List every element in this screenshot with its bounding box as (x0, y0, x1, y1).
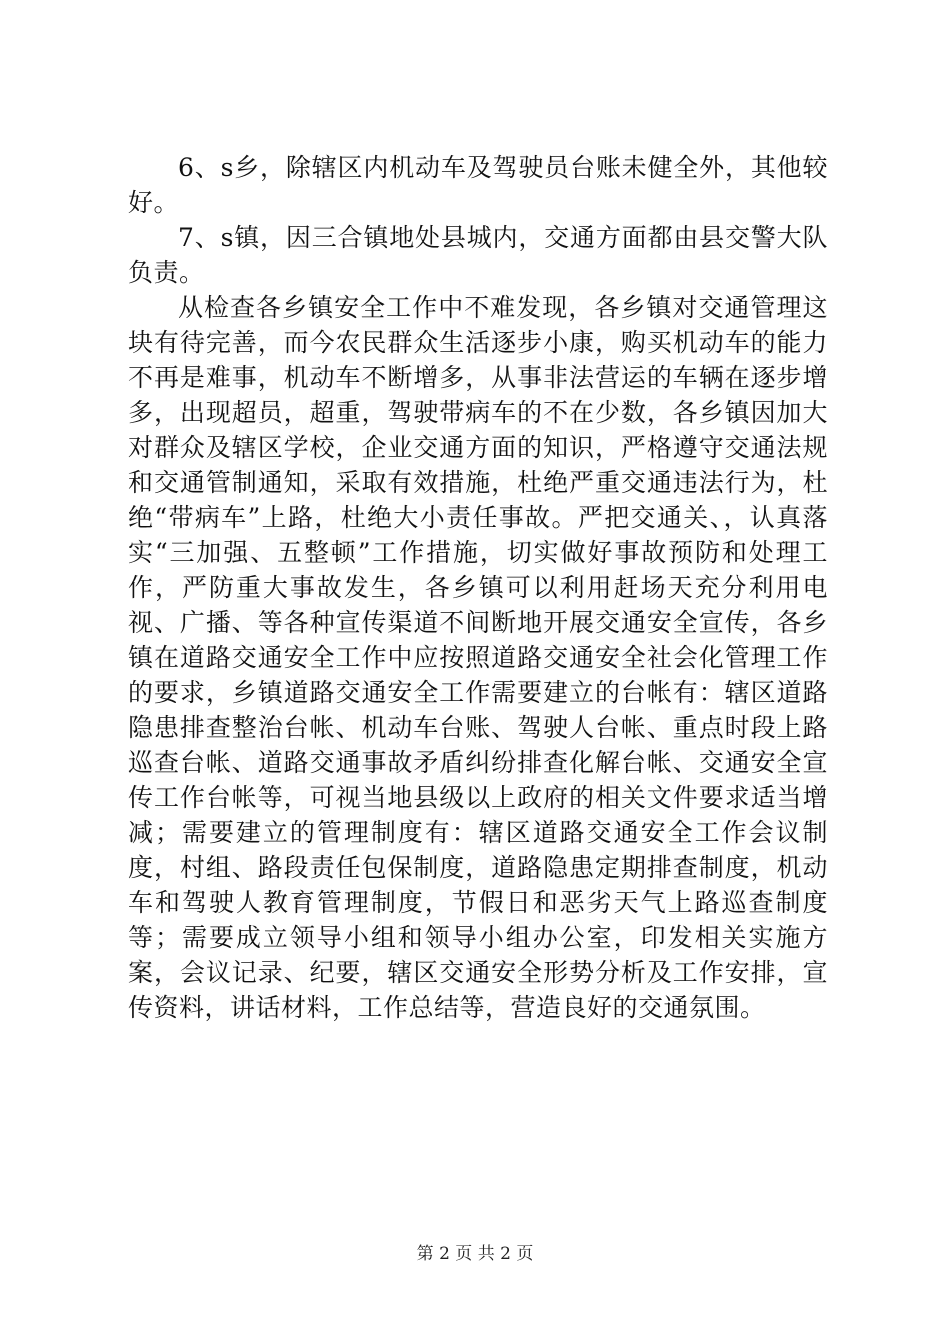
paragraph-item-6: 6、s乡，除辖区内机动车及驾驶员台账未健全外，其他较好。 (128, 153, 828, 217)
paragraph-item-7: 7、s镇，因三合镇地处县城内，交通方面都由县交警大队负责。 (128, 223, 828, 287)
document-body (128, 150, 828, 1025)
paragraph-summary: 从检查各乡镇安全工作中不难发现，各乡镇对交通管理这块有待完善，而今农民群众生活逐步小康，购买机动车的能力不再是难事，机动车不断增多，从事非法营运的车辆在逐步增多，出现超员，超重，驾驶带病车的不在少数，各乡镇因加大对群众及辖区学校，企业交通方面的知识，严格遵守交通法规和交通管制通知，采取有效措施，杜绝严重交通违法行为，杜绝“带病车”上路，杜绝大小责任事故。严把交通关、，认真落实“三加强、五整顿”工作措施，切实做好事故预防和处理工作，严防重大事故发生，各乡镇可以利用赶场天充分利用电视、广播、等各种宣传渠道不间断地开展交通安全宣传，各乡镇在道路交通安全工作中应按照道路交通安全社会化管理工作的要求，乡镇道路交通安全工作需要建立的台帐有：辖区道路隐患排查整治台帐、机动车台账、驾驶人台帐、重点时段上路巡查台帐、道路交通事故矛盾纠纷排查化解台帐、交通安全宣传工作台帐等，可视当地县级以上政府的相关文件要求适当增减；需要建立的管理制度有：辖区道路交通安全工作会议制度，村组、路段责任包保制度，道路隐患定期排查制度，机动车和驾驶人教育管理制度，节假日和恶劣天气上路巡查制度等；需要成立领导小组和领导小组办公室，印发相关实施方案，会议记录、纪要，辖区交通安全形势分析及工作安排，宣传资料，讲话材料，工作总结等，营造良好的交通氛围。 (128, 293, 828, 1022)
page-footer: 第 2 页 共 2 页 (416, 1244, 534, 1264)
